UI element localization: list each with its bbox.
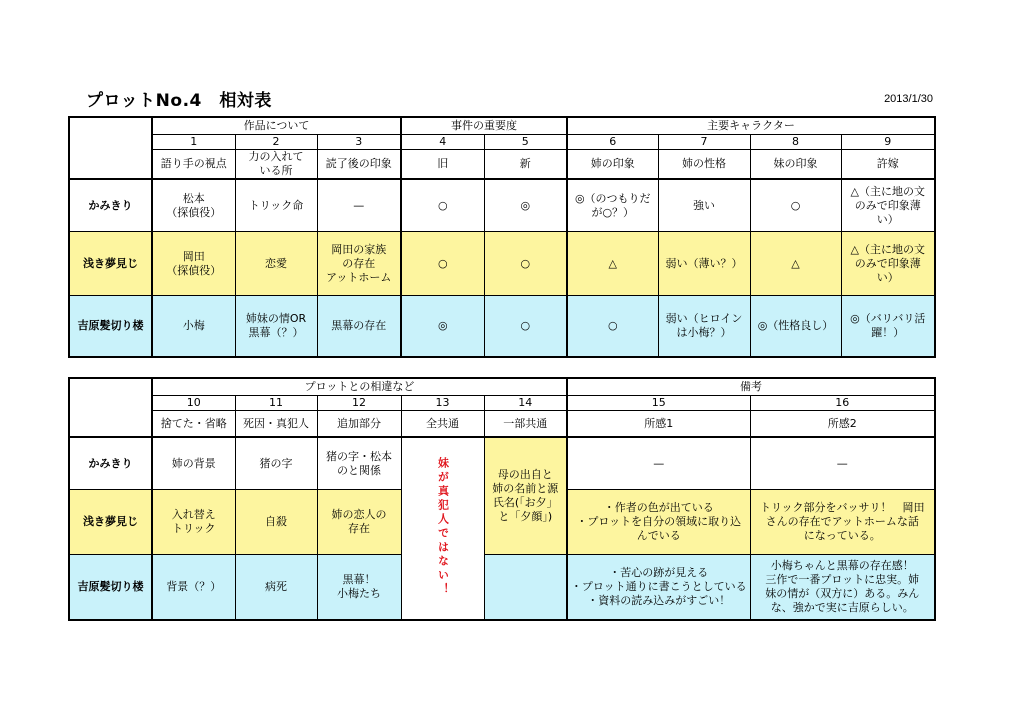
- table-cell: —: [750, 437, 935, 490]
- table-cell: ◎（のつもりだ が○？）: [567, 179, 658, 232]
- column-number: 8: [750, 135, 841, 150]
- table-row: [69, 296, 935, 358]
- table-cell: ◎（バリバリ活 躍！）: [841, 296, 935, 358]
- column-header: 旧: [401, 150, 484, 180]
- group-header: プロットとの相違など: [152, 378, 567, 396]
- table-cell: 小梅ちゃんと黒幕の存在感！ 三作で一番プロットに忠実。姉 妹の情が（双方に）ある。みん な、強かで実に吉原らしい。: [750, 555, 935, 621]
- table-cell: ○: [750, 179, 841, 232]
- table-cell: 岡田 （探偵役）: [152, 232, 235, 296]
- column-number: 9: [841, 135, 935, 150]
- group-header: 作品について: [152, 117, 401, 135]
- column-header: 許嫁: [841, 150, 935, 180]
- table-cell: 自殺: [235, 490, 317, 555]
- column-number: 13: [401, 396, 484, 411]
- table-cell: 弱い（ヒロイン は小梅？）: [658, 296, 750, 358]
- row-label: 浅き夢見じ: [69, 490, 152, 555]
- table-cell: 恋愛: [235, 232, 317, 296]
- table-cell: 松本 （探偵役）: [152, 179, 235, 232]
- table-cell: ○: [401, 232, 484, 296]
- column-header: 所感1: [567, 411, 750, 438]
- table-cell: 黒幕！ 小梅たち: [317, 555, 401, 621]
- table-cell: 姉の恋人の 存在: [317, 490, 401, 555]
- row-label: 吉原髪切り楼: [69, 296, 152, 358]
- table-cell: 弱い（薄い？）: [658, 232, 750, 296]
- group-header: 主要キャラクター: [567, 117, 935, 135]
- date-label: 2013/1/30: [884, 93, 933, 105]
- row-label: 浅き夢見じ: [69, 232, 152, 296]
- all-common-note: [401, 437, 484, 620]
- group-header: 事件の重要度: [401, 117, 567, 135]
- table-cell: 黒幕の存在: [317, 296, 401, 358]
- table-cell: ○: [567, 296, 658, 358]
- table-cell: ・作者の色が出ている ・プロットを自分の領域に取り込 んでいる: [567, 490, 750, 555]
- column-header: 全共通: [401, 411, 484, 438]
- row-label: 吉原髪切り楼: [69, 555, 152, 621]
- column-header: 新: [484, 150, 567, 180]
- column-number: 5: [484, 135, 567, 150]
- row-label: かみきり: [69, 437, 152, 490]
- table-row: [69, 179, 935, 232]
- table-cell: トリック命: [235, 179, 317, 232]
- column-number: 11: [235, 396, 317, 411]
- table-cell: ◎: [401, 296, 484, 358]
- column-number: 7: [658, 135, 750, 150]
- column-header: 姉の印象: [567, 150, 658, 180]
- table-cell: 姉妹の情OR 黒幕（？）: [235, 296, 317, 358]
- table-cell: 猪の字: [235, 437, 317, 490]
- vertical-note: 妹が真犯人ではない！: [436, 456, 450, 597]
- table-row: [69, 555, 935, 621]
- comparison-table-1: [68, 116, 936, 358]
- column-header: 捨てた・省略: [152, 411, 235, 438]
- table-cell: —: [567, 437, 750, 490]
- table-cell: —: [317, 179, 401, 232]
- column-number: 10: [152, 396, 235, 411]
- column-number: 16: [750, 396, 935, 411]
- column-header: 姉の性格: [658, 150, 750, 180]
- column-header: 一部共通: [484, 411, 567, 438]
- row-label: かみきり: [69, 179, 152, 232]
- table-cell: ◎（性格良し）: [750, 296, 841, 358]
- table-cell: ◎: [484, 179, 567, 232]
- table-cell: 強い: [658, 179, 750, 232]
- table-cell: 入れ替え トリック: [152, 490, 235, 555]
- column-number: 14: [484, 396, 567, 411]
- table-cell: 背景（？）: [152, 555, 235, 621]
- table-cell-empty: [484, 555, 567, 621]
- group-header: 備考: [567, 378, 935, 396]
- page-title: プロットNo.4 相対表: [86, 91, 272, 111]
- column-header: 読了後の印象: [317, 150, 401, 180]
- column-header: 妹の印象: [750, 150, 841, 180]
- table-cell: ○: [484, 296, 567, 358]
- column-number: 4: [401, 135, 484, 150]
- column-number: 3: [317, 135, 401, 150]
- table-cell: △（主に地の文 のみで印象薄 い）: [841, 232, 935, 296]
- table-cell: トリック部分をバッサリ！ 岡田 さんの存在でアットホームな話 になっている。: [750, 490, 935, 555]
- column-number: 2: [235, 135, 317, 150]
- comparison-table-2: [68, 377, 936, 621]
- column-number: 6: [567, 135, 658, 150]
- column-header: 力の入れて いる所: [235, 150, 317, 180]
- table-cell: 病死: [235, 555, 317, 621]
- column-header: 所感2: [750, 411, 935, 438]
- table-cell: ○: [484, 232, 567, 296]
- table-cell: △（主に地の文 のみで印象薄 い）: [841, 179, 935, 232]
- corner-cell: [69, 378, 152, 437]
- table-row: [69, 232, 935, 296]
- column-number: 15: [567, 396, 750, 411]
- table-cell: 猪の字・松本 のと関係: [317, 437, 401, 490]
- table-cell: ○: [401, 179, 484, 232]
- corner-cell: [69, 117, 152, 179]
- table-cell: ・苦心の跡が見える ・プロット通りに書こうとしている ・資料の読み込みがすごい！: [567, 555, 750, 621]
- table-cell: 姉の背景: [152, 437, 235, 490]
- column-header: 死因・真犯人: [235, 411, 317, 438]
- table-cell: 小梅: [152, 296, 235, 358]
- table-cell: 岡田の家族 の存在 アットホーム: [317, 232, 401, 296]
- column-number: 1: [152, 135, 235, 150]
- table-cell: △: [567, 232, 658, 296]
- table-cell: △: [750, 232, 841, 296]
- partial-common-cell: 母の出自と 姉の名前と源 氏名(「お夕」 と「夕顔」): [484, 437, 567, 555]
- column-header: 追加部分: [317, 411, 401, 438]
- table-row: [69, 437, 935, 490]
- column-number: 12: [317, 396, 401, 411]
- column-header: 語り手の視点: [152, 150, 235, 180]
